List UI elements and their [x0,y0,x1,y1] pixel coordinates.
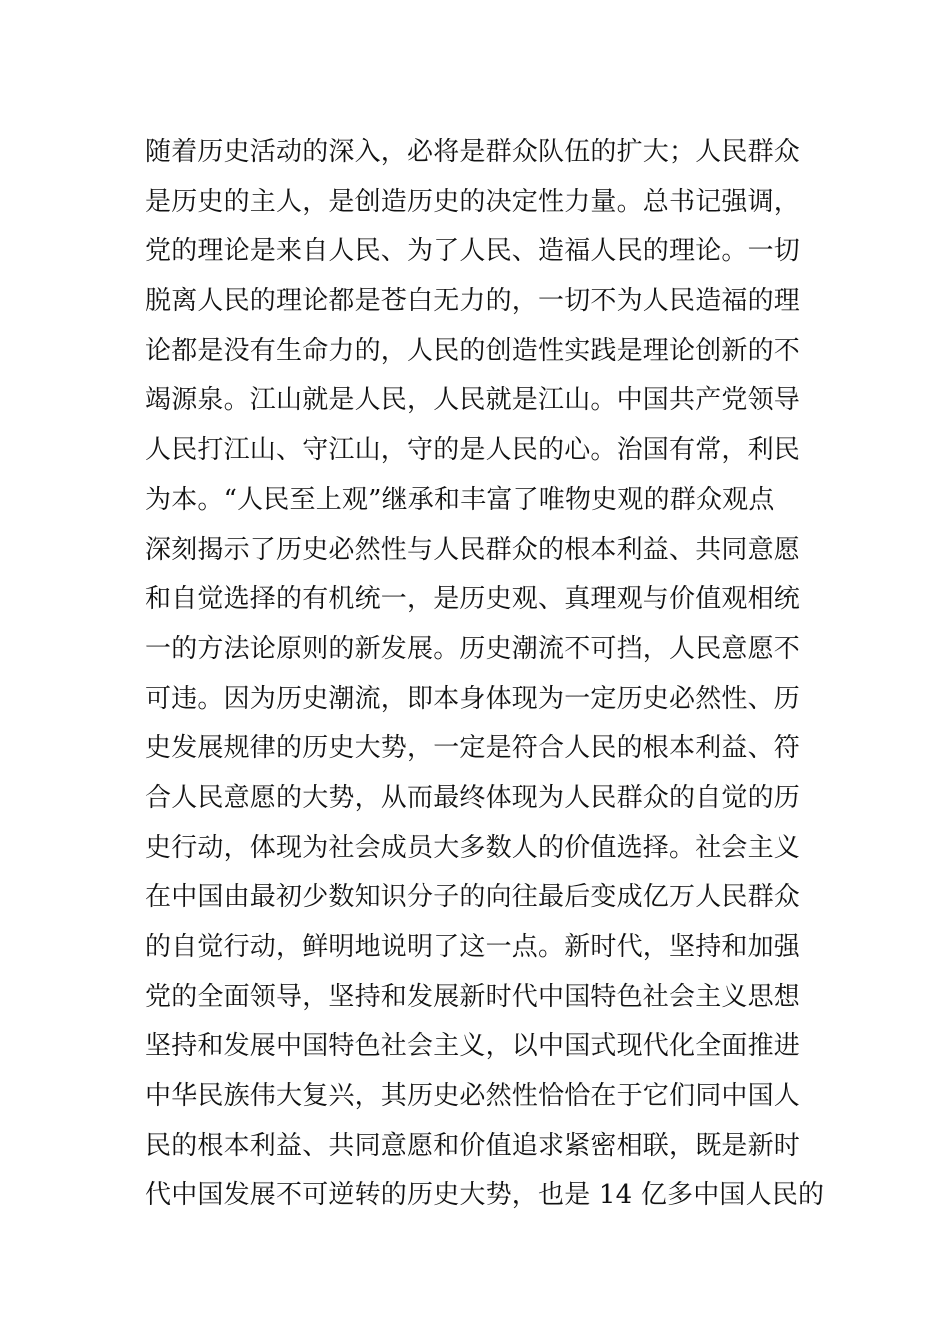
text-line: 民的根本利益、共同意愿和价值追求紧密相联，既是新时 [145,1130,801,1161]
text-line: 代中国发展不可逆转的历史大势，也是 14 亿多中国人民的 [145,1180,825,1211]
body-text [145,128,825,1221]
text-line: 党的理论是来自人民、为了人民、造福人民的理论。一切 [145,236,801,267]
text-line: 一的方法论原则的新发展。历史潮流不可挡，人民意愿不 [145,633,801,664]
text-line: 的自觉行动，鲜明地说明了这一点。新时代，坚持和加强 [145,932,801,962]
text-line: 合人民意愿的大势，从而最终体现为人民群众的自觉的历 [145,782,801,813]
text-line: 史行动，体现为社会成员大多数人的价值选择。社会主义 [145,832,801,863]
text-line: 随着历史活动的深入，必将是群众队伍的扩大；人民群众 [145,137,801,167]
text-line: 史发展规律的历史大势，一定是符合人民的根本利益、符 [145,733,801,764]
text-line: 和自觉选择的有机统一，是历史观、真理观与价值观相统 [145,584,801,615]
text-line: 在中国由最初少数知识分子的向往最后变成亿万人民群众 [145,882,801,913]
text-line: 论都是没有生命力的，人民的创造性实践是理论创新的不 [145,335,801,366]
text-line: 中华民族伟大复兴，其历史必然性恰恰在于它们同中国人 [145,1081,801,1112]
text-line: 坚持和发展中国特色社会主义，以中国式现代化全面推进 [145,1031,801,1062]
text-line: 是历史的主人，是创造历史的决定性力量。总书记强调， [145,186,801,217]
text-line: 党的全面领导，坚持和发展新时代中国特色社会主义思想 [145,981,801,1012]
text-line: 为本。“人民至上观”继承和丰富了唯物史观的群众观点 [145,484,775,515]
text-line: 竭源泉。江山就是人民，人民就是江山。中国共产党领导 [145,385,801,416]
text-line: 人民打江山、守江山，守的是人民的心。治国有常，利民 [145,435,801,466]
text-line: 脱离人民的理论都是苍白无力的，一切不为人民造福的理 [145,286,801,317]
text-line: 可违。因为历史潮流，即本身体现为一定历史必然性、历 [145,683,801,714]
text-line: 深刻揭示了历史必然性与人民群众的根本利益、共同意愿 [145,534,801,565]
